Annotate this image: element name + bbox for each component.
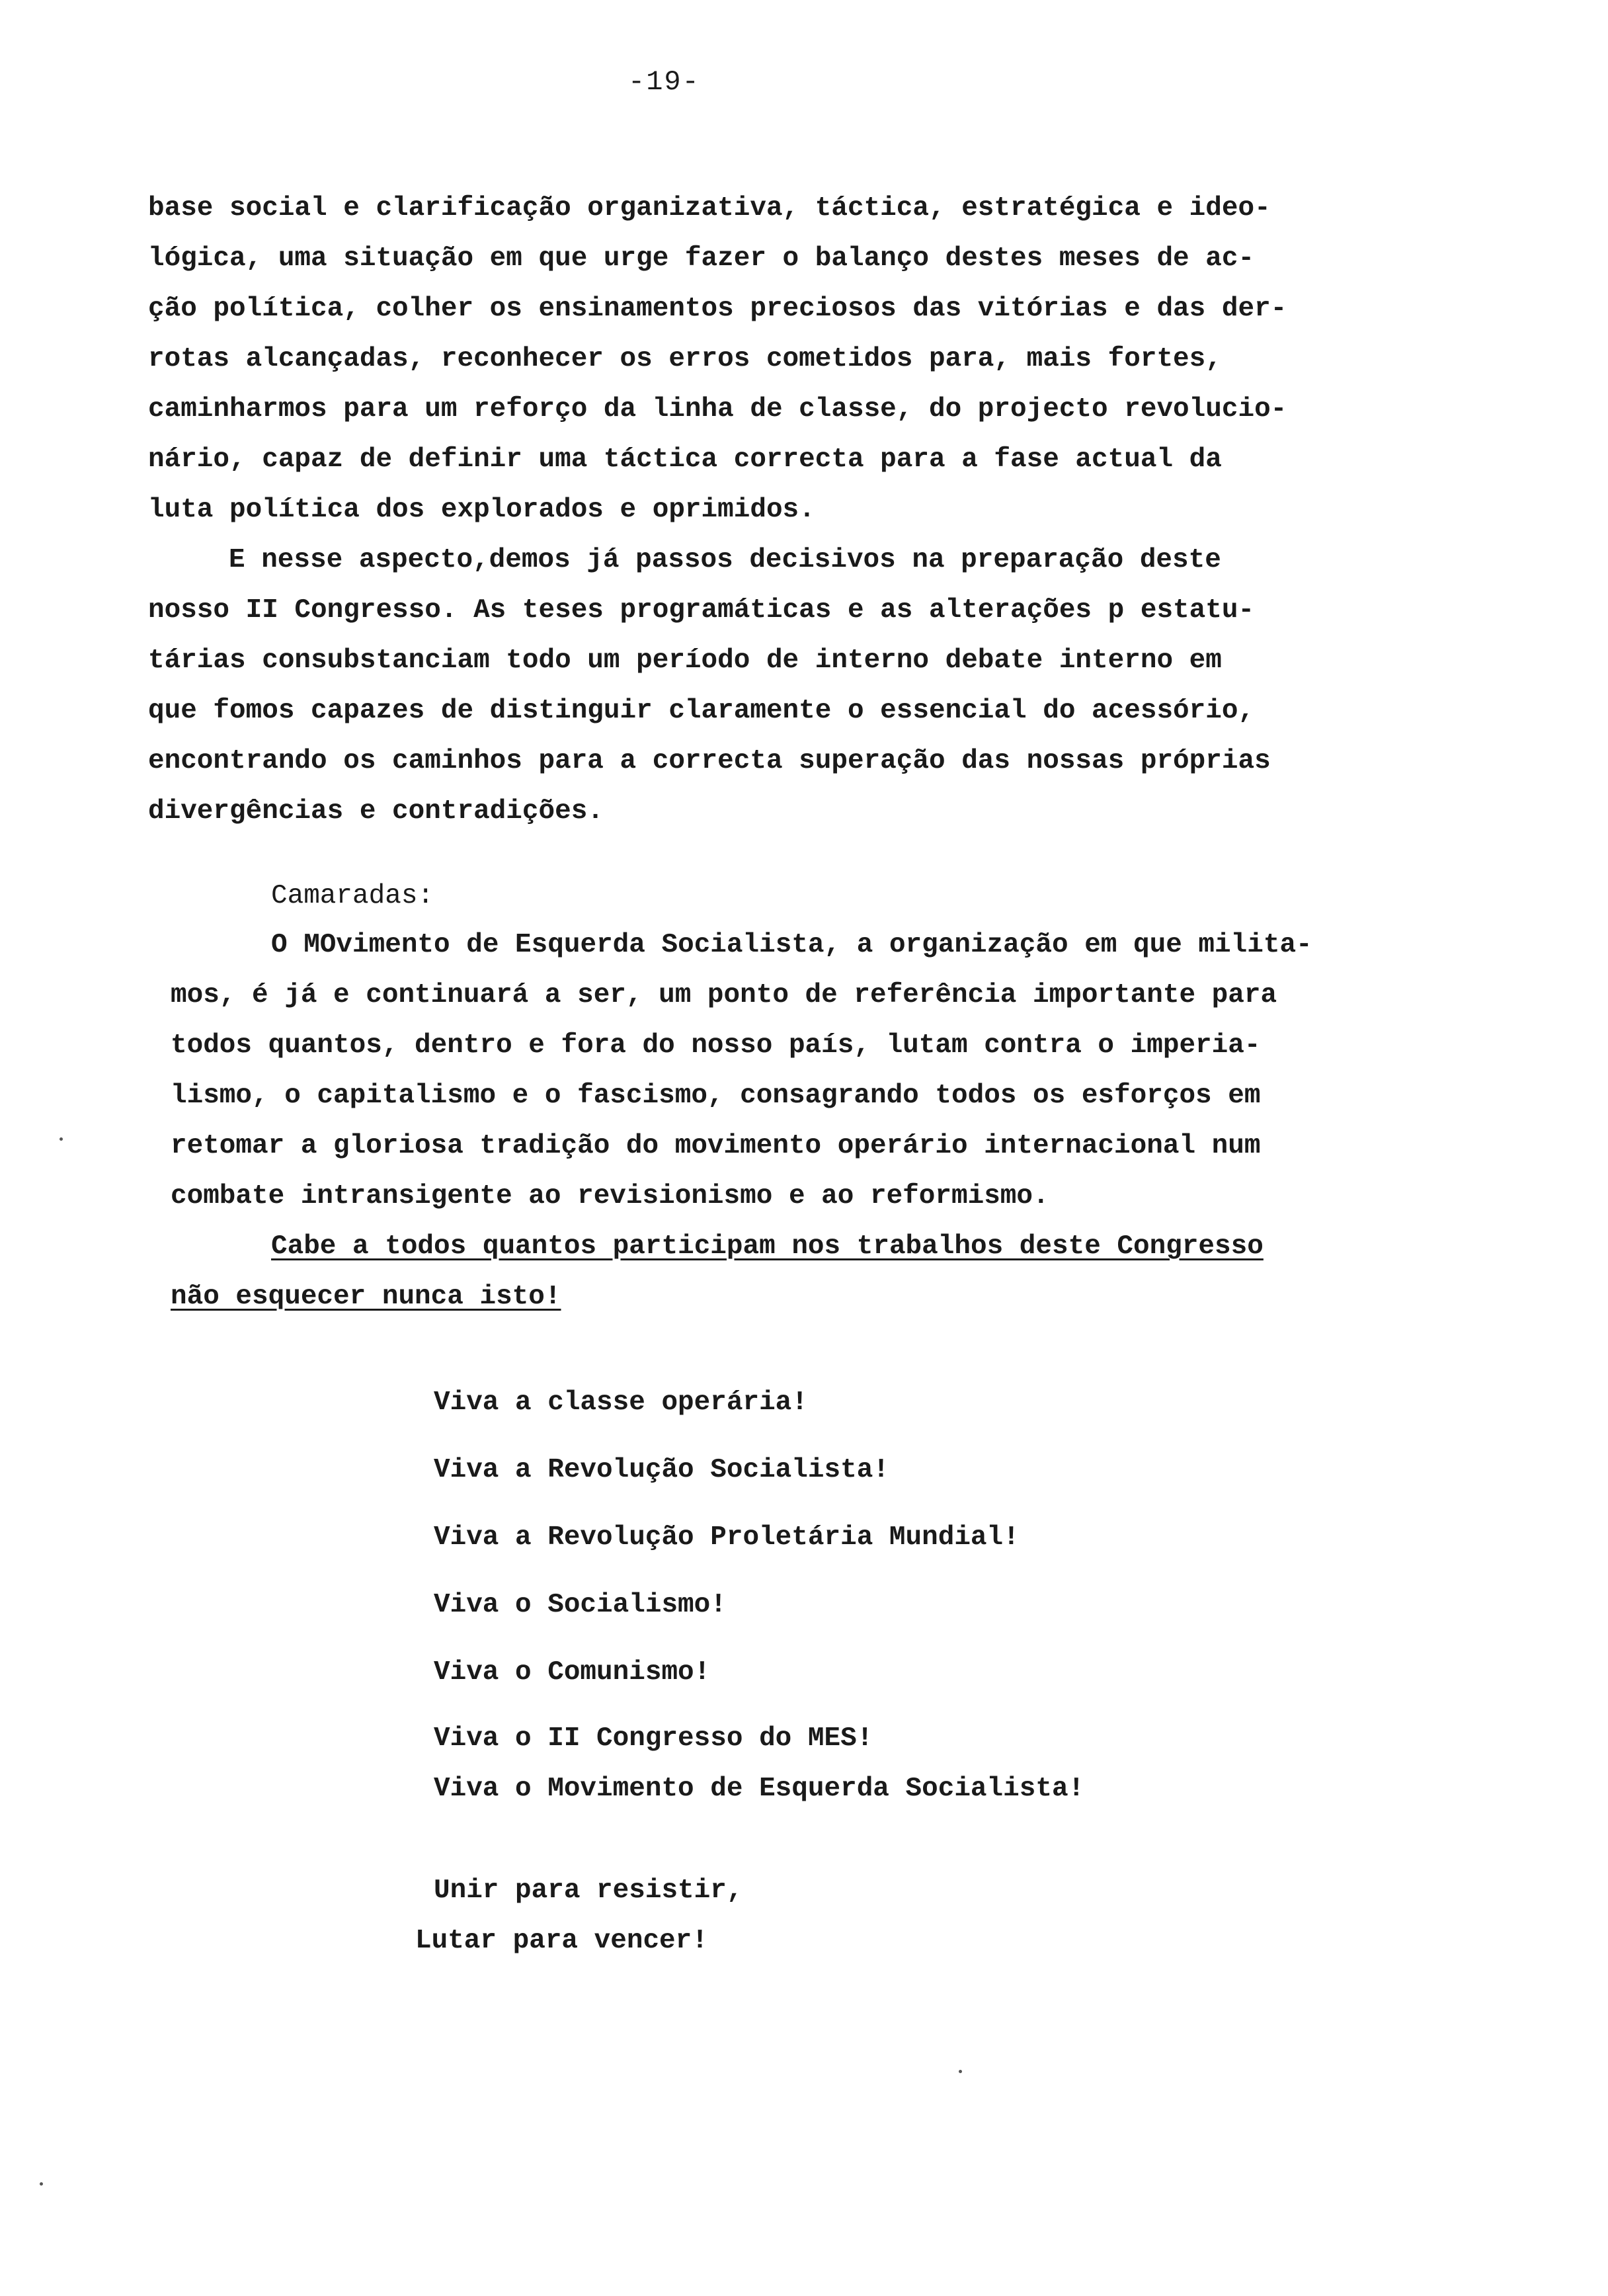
paragraph-3-line: lismo, o capitalismo e o fascismo, consagrando todos os esforços em [171, 1081, 1261, 1111]
paragraph-2-line: nosso II Congresso. As teses programáticas e as alterações p estatu- [148, 595, 1255, 626]
page-number: -19- [628, 66, 700, 98]
paragraph-3-line: O MOvimento de Esquerda Socialista, a organização em que milita- [271, 930, 1312, 960]
paragraph-1-line: ção política, colher os ensinamentos preciosos das vitórias e das der- [148, 294, 1287, 324]
slogan-line: Viva o Socialismo! [434, 1590, 727, 1620]
paragraph-1-line: rotas alcançadas, reconhecer os erros cometidos para, mais fortes, [148, 344, 1222, 374]
slogan-line: Viva a classe operária! [434, 1387, 808, 1418]
paragraph-1-line: nário, capaz de definir uma táctica correcta para a fase actual da [148, 444, 1222, 475]
paragraph-2-line: divergências e contradições. [148, 796, 604, 827]
slogan-line: Viva o Comunismo! [434, 1657, 711, 1688]
paragraph-2-line: tárias consubstanciam todo um período de interno debate interno em [148, 645, 1222, 676]
paragraph-1-line: caminharmos para um reforço da linha de classe, do projecto revolucio- [148, 394, 1287, 425]
slogan-line: Viva a Revolução Proletária Mundial! [434, 1522, 1020, 1553]
closing-line: Unir para resistir, [434, 1875, 743, 1906]
closing-line: Lutar para vencer! [415, 1926, 708, 1956]
paragraph-3-line: mos, é já e continuará a ser, um ponto de referência importante para [171, 980, 1277, 1010]
paragraph-1-line: luta política dos explorados e oprimidos. [148, 495, 815, 525]
scan-speck [959, 2070, 962, 2073]
scan-speck [40, 2182, 43, 2186]
slogan-line: Viva o Movimento de Esquerda Socialista! [434, 1774, 1085, 1804]
paragraph-4-line: Cabe a todos quantos participam nos trabalhos deste Congresso [271, 1231, 1264, 1262]
salutation: Camaradas: [271, 881, 434, 911]
paragraph-2-line: que fomos capazes de distinguir claramente o essencial do acessório, [148, 696, 1255, 726]
slogan-line: Viva a Revolução Socialista! [434, 1455, 889, 1485]
paragraph-3-line: todos quantos, dentro e fora do nosso país, lutam contra o imperia- [171, 1030, 1261, 1061]
paragraph-3-line: combate intransigente ao revisionismo e ao reformismo. [171, 1181, 1049, 1211]
paragraph-3-line: retomar a gloriosa tradição do movimento operário internacional num [171, 1131, 1261, 1161]
paragraph-2-line: encontrando os caminhos para a correcta superação das nossas próprias [148, 746, 1271, 776]
paragraph-1-line: base social e clarificação organizativa, táctica, estratégica e ideo- [148, 193, 1271, 224]
scan-speck [60, 1137, 63, 1141]
slogan-line: Viva o II Congresso do MES! [434, 1723, 873, 1754]
paragraph-1-line: lógica, uma situação em que urge fazer o balanço destes meses de ac- [148, 243, 1255, 274]
paragraph-4-line: não esquecer nunca isto! [171, 1282, 561, 1312]
paragraph-2-line: E nesse aspecto,demos já passos decisivos na preparação deste [229, 545, 1221, 575]
